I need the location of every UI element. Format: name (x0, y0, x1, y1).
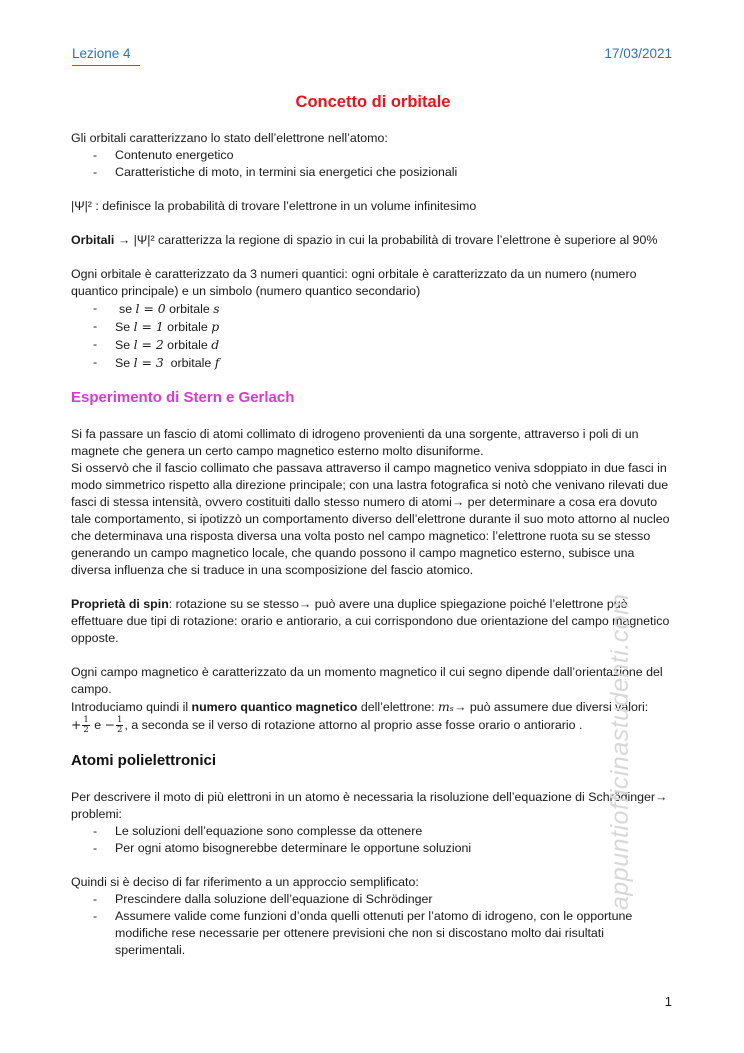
list-item: - Se l = 3 orbitale f (71, 354, 675, 372)
arrow-psi: → |Ψ|² (117, 233, 155, 247)
fraction-half: $\frac{1}{2}$ (117, 715, 123, 736)
intro-list (71, 147, 675, 181)
magnetic-moment-paragraph: Ogni campo magnetico è caratterizzato da un momento magnetico il cui segno dipende dall’orientazione del campo. (71, 665, 663, 696)
quantum-numbers-lead: Ogni orbitale è caratterizzato da 3 numeri quantici: ogni orbitale è caratterizzato da un numero (numero quantico principale) e un simbolo (numero quantico secondario) (71, 267, 637, 298)
list-item: - Le soluzioni dell’equazione sono complesse da ottenere (71, 823, 675, 840)
section-heading-stern-gerlach: Esperimento di Stern e Gerlach (71, 389, 295, 406)
poly-lead-2: Quindi si è deciso di far riferimento a un approccio semplificato: (71, 875, 419, 890)
list-item: - se l = 0 orbitale s (71, 300, 675, 318)
fraction-half: $\frac{1}{2}$ (83, 715, 89, 736)
list-item: - Se l = 2 orbitale d (71, 336, 675, 354)
stern-paragraph-2: Si osservò che il fascio collimato che passava attraverso il campo magnetico veniva sdoppiato in due fasci in modo simmetrico rispetto alla direzione principale; con una lastra fotografica si notò che venivano rilevati due fasci di stessa intensità, ovvero costituiti dallo stesso numero di atomi→ per determinare a cosa era dovuto tale comportamento, si ipotizzò un comportamento diverso dell’elettrone durante il suo moto attorno al nucleo che determinava una risposta diversa una volta posto nel campo magnetico: l’elettrone ruota su se stesso generando un campo magnetico locale, che quando possono il campo magnetico esterno, subisce una diversa influenza che si traduce in una scomposizione del fascio atomico. (71, 461, 670, 577)
lesson-date: 17/03/2021 (604, 46, 672, 61)
list-item: - Per ogni atomo bisognerebbe determinare le opportune soluzioni (71, 840, 675, 857)
magnetic-number-term: numero quantico magnetico (191, 700, 358, 714)
orbital-list (71, 300, 675, 372)
list-item: - Contenuto energetico (71, 147, 675, 164)
lesson-label: Lezione 4 (72, 45, 140, 66)
approach-list (71, 891, 675, 959)
spin-paragraph: Proprietà di spin: rotazione su se stesso→ può avere una duplice spiegazione poiché l’elettrone può effettuare due tipi di rotazione: orario e antiorario, a cui corrispondono due orientazione del campo magnetico opposte. (71, 597, 670, 645)
spin-values: + $\frac{1}{2}$ e − $\frac{1}{2}$ , a seconda se il verso di rotazione attorno al proprio asse fosse orario o antiorario . (71, 715, 583, 736)
intro-lead: Gli orbitali caratterizzano lo stato dell’elettrone nell’atomo: (71, 131, 388, 145)
watermark: appuntiofficinastudenti.com (606, 593, 634, 910)
orbitali-definition (71, 232, 675, 249)
page-title: Concetto di orbitale (295, 93, 451, 111)
list-item: - Assumere valide come funzioni d’onda quelli ottenuti per l’atomo di idrogeno, con le opportune modifiche rese necessarie per ottenere previsioni che non si discostano molto dai risultati sperimentali. (71, 908, 675, 959)
list-item: - Caratteristiche di moto, in termini sia energetici che posizionali (71, 164, 675, 181)
stern-paragraph-1: Si fa passare un fascio di atomi collimato di idrogeno provenienti da una sorgente, attraverso i poli di un magnete che genera un certo campo magnetico esterno molto disuniforme. (71, 427, 639, 458)
problems-list (71, 823, 675, 857)
psi-definition: |Ψ|² : definisce la probabilità di trovare l’elettrone in un volume infinitesimo (71, 199, 477, 213)
orbitali-term: Orbitali (71, 233, 115, 247)
spin-term: Proprietà di spin (71, 597, 169, 611)
list-item: - Prescindere dalla soluzione dell’equazione di Schrödinger (71, 891, 675, 908)
document-body (71, 92, 675, 959)
list-item: - Se l = 1 orbitale p (71, 318, 675, 336)
orbitali-text: caratterizza la regione di spazio in cui la probabilità di trovare l’elettrone è superiore al 90% (154, 233, 658, 247)
magnetic-number-paragraph: Introduciamo quindi il numero quantico magnetico dell’elettrone: mₛ→ può assumere due diversi valori: (71, 699, 649, 714)
section-heading-polyelectronic: Atomi polielettronici (71, 752, 217, 770)
page-number: 1 (664, 994, 672, 1009)
poly-lead: Per descrivere il moto di più elettroni in un atomo è necessaria la risoluzione dell’equazione di Schrödinger→ problemi: (71, 790, 668, 822)
